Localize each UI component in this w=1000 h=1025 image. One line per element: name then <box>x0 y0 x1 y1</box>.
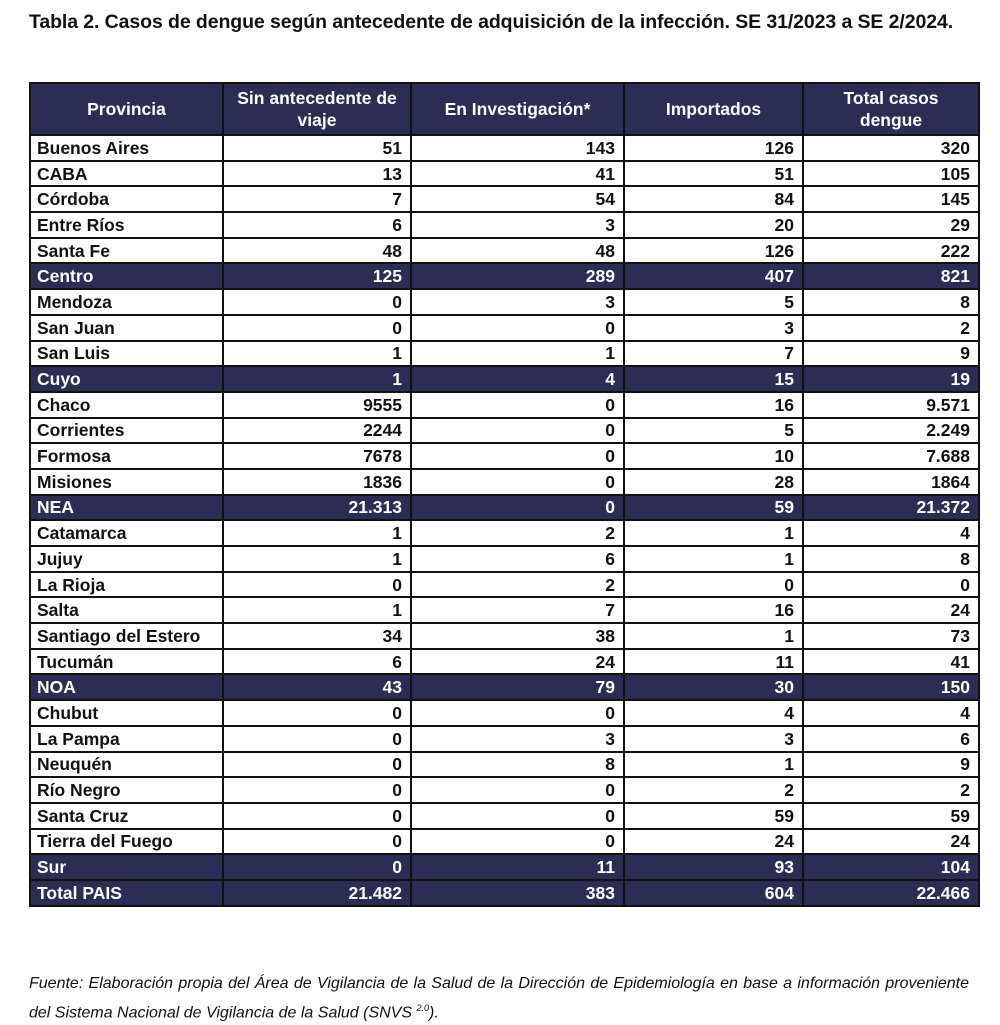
cell-total: 4 <box>803 700 979 726</box>
cell-en-investigacion: 289 <box>411 263 624 289</box>
cell-provincia: Centro <box>30 263 223 289</box>
source-suffix: ). <box>429 1004 439 1022</box>
cell-total: 8 <box>803 289 979 315</box>
cell-en-investigacion: 0 <box>411 803 624 829</box>
cell-importados: 2 <box>624 777 803 803</box>
cell-en-investigacion: 8 <box>411 752 624 778</box>
cell-importados: 16 <box>624 392 803 418</box>
cell-sin-antecedente: 0 <box>223 777 411 803</box>
cell-total: 9 <box>803 341 979 367</box>
cell-importados: 11 <box>624 649 803 675</box>
header-row <box>30 83 979 135</box>
source-note <box>29 972 969 1025</box>
cell-en-investigacion: 0 <box>411 700 624 726</box>
table-row <box>30 315 979 341</box>
cell-sin-antecedente: 1 <box>223 546 411 572</box>
cell-en-investigacion: 0 <box>411 443 624 469</box>
cell-provincia: Catamarca <box>30 520 223 546</box>
cell-en-investigacion: 24 <box>411 649 624 675</box>
table-row <box>30 597 979 623</box>
cell-provincia: Salta <box>30 597 223 623</box>
cell-provincia: Santa Cruz <box>30 803 223 829</box>
cell-en-investigacion: 2 <box>411 572 624 598</box>
table-row <box>30 752 979 778</box>
cell-sin-antecedente: 34 <box>223 623 411 649</box>
cell-sin-antecedente: 6 <box>223 212 411 238</box>
cell-importados: 59 <box>624 803 803 829</box>
cell-en-investigacion: 0 <box>411 418 624 444</box>
table-row <box>30 803 979 829</box>
cell-provincia: CABA <box>30 161 223 187</box>
cell-importados: 126 <box>624 135 803 161</box>
cell-importados: 10 <box>624 443 803 469</box>
cell-importados: 51 <box>624 161 803 187</box>
region-subtotal-row <box>30 495 979 521</box>
cell-en-investigacion: 48 <box>411 238 624 264</box>
cell-importados: 4 <box>624 700 803 726</box>
cell-importados: 407 <box>624 263 803 289</box>
cell-provincia: Tucumán <box>30 649 223 675</box>
table-row <box>30 777 979 803</box>
cell-total: 320 <box>803 135 979 161</box>
cell-total: 105 <box>803 161 979 187</box>
cell-en-investigacion: 3 <box>411 212 624 238</box>
table-row <box>30 341 979 367</box>
cell-total: 2 <box>803 777 979 803</box>
cell-importados: 20 <box>624 212 803 238</box>
cell-total: 73 <box>803 623 979 649</box>
cell-sin-antecedente: 1 <box>223 597 411 623</box>
cell-sin-antecedente: 6 <box>223 649 411 675</box>
cell-en-investigacion: 11 <box>411 854 624 880</box>
cell-importados: 93 <box>624 854 803 880</box>
cell-importados: 5 <box>624 418 803 444</box>
cell-provincia: NEA <box>30 495 223 521</box>
cell-sin-antecedente: 1 <box>223 520 411 546</box>
cell-total: 19 <box>803 366 979 392</box>
table-row <box>30 443 979 469</box>
cell-total: 2 <box>803 315 979 341</box>
cell-provincia: Misiones <box>30 469 223 495</box>
cell-provincia: Sur <box>30 854 223 880</box>
table-row <box>30 238 979 264</box>
table-row <box>30 520 979 546</box>
cell-importados: 16 <box>624 597 803 623</box>
cell-total: 29 <box>803 212 979 238</box>
cell-en-investigacion: 2 <box>411 520 624 546</box>
cell-sin-antecedente: 125 <box>223 263 411 289</box>
cell-provincia: La Rioja <box>30 572 223 598</box>
table-row <box>30 392 979 418</box>
region-subtotal-row <box>30 366 979 392</box>
cell-total: 8 <box>803 546 979 572</box>
cell-en-investigacion: 4 <box>411 366 624 392</box>
cell-sin-antecedente: 43 <box>223 674 411 700</box>
cell-importados: 3 <box>624 315 803 341</box>
table-row <box>30 212 979 238</box>
region-subtotal-row <box>30 263 979 289</box>
cell-total: 24 <box>803 597 979 623</box>
header-en-investigacion: En Investigación* <box>411 83 624 135</box>
cell-importados: 28 <box>624 469 803 495</box>
cell-total: 7.688 <box>803 443 979 469</box>
table-title: Tabla 2. Casos de dengue según antecedente de adquisición de la infección. SE 31/2023 a SE 2/2024. <box>29 11 954 33</box>
cell-importados: 59 <box>624 495 803 521</box>
cell-sin-antecedente: 0 <box>223 289 411 315</box>
cell-en-investigacion: 0 <box>411 469 624 495</box>
table-row <box>30 623 979 649</box>
cell-en-investigacion: 0 <box>411 829 624 855</box>
cell-en-investigacion: 79 <box>411 674 624 700</box>
cell-total: 9 <box>803 752 979 778</box>
cell-total: 0 <box>803 572 979 598</box>
cell-sin-antecedente: 9555 <box>223 392 411 418</box>
cell-sin-antecedente: 0 <box>223 726 411 752</box>
cell-importados: 0 <box>624 572 803 598</box>
cell-provincia: Buenos Aires <box>30 135 223 161</box>
cell-total: 222 <box>803 238 979 264</box>
cell-provincia: Santa Fe <box>30 238 223 264</box>
cell-provincia: Mendoza <box>30 289 223 315</box>
cell-sin-antecedente: 0 <box>223 572 411 598</box>
cell-total: 59 <box>803 803 979 829</box>
cell-provincia: Formosa <box>30 443 223 469</box>
cell-provincia: Córdoba <box>30 186 223 212</box>
source-superscript: 2.0 <box>416 1003 429 1013</box>
cell-importados: 7 <box>624 341 803 367</box>
header-provincia: Provincia <box>30 83 223 135</box>
cell-importados: 3 <box>624 726 803 752</box>
cell-sin-antecedente: 1 <box>223 366 411 392</box>
cell-en-investigacion: 6 <box>411 546 624 572</box>
cell-provincia: Río Negro <box>30 777 223 803</box>
cell-en-investigacion: 143 <box>411 135 624 161</box>
cell-provincia: NOA <box>30 674 223 700</box>
cell-en-investigacion: 38 <box>411 623 624 649</box>
cell-sin-antecedente: 0 <box>223 752 411 778</box>
cell-provincia: San Luis <box>30 341 223 367</box>
cell-importados: 1 <box>624 752 803 778</box>
cell-provincia: Chubut <box>30 700 223 726</box>
cell-importados: 15 <box>624 366 803 392</box>
cell-provincia: San Juan <box>30 315 223 341</box>
table-row <box>30 186 979 212</box>
cell-total: 24 <box>803 829 979 855</box>
cell-provincia: Tierra del Fuego <box>30 829 223 855</box>
cell-sin-antecedente: 0 <box>223 700 411 726</box>
table-row <box>30 546 979 572</box>
cell-provincia: Total PAIS <box>30 880 223 906</box>
header-total: Total casos dengue <box>803 83 979 135</box>
cell-importados: 24 <box>624 829 803 855</box>
cell-sin-antecedente: 0 <box>223 315 411 341</box>
cell-provincia: Neuquén <box>30 752 223 778</box>
cell-total: 41 <box>803 649 979 675</box>
cell-importados: 126 <box>624 238 803 264</box>
cell-total: 4 <box>803 520 979 546</box>
cell-en-investigacion: 383 <box>411 880 624 906</box>
cell-importados: 604 <box>624 880 803 906</box>
cell-importados: 1 <box>624 623 803 649</box>
cell-en-investigacion: 7 <box>411 597 624 623</box>
cell-provincia: Corrientes <box>30 418 223 444</box>
region-subtotal-row <box>30 854 979 880</box>
cell-provincia: Entre Ríos <box>30 212 223 238</box>
cell-sin-antecedente: 7678 <box>223 443 411 469</box>
cell-total: 145 <box>803 186 979 212</box>
cell-en-investigacion: 0 <box>411 495 624 521</box>
cell-provincia: La Pampa <box>30 726 223 752</box>
cell-total: 150 <box>803 674 979 700</box>
table-row <box>30 649 979 675</box>
table-row <box>30 161 979 187</box>
cell-en-investigacion: 0 <box>411 777 624 803</box>
table-row <box>30 289 979 315</box>
table-row <box>30 135 979 161</box>
region-subtotal-row <box>30 674 979 700</box>
cell-en-investigacion: 0 <box>411 315 624 341</box>
cell-sin-antecedente: 21.482 <box>223 880 411 906</box>
cell-sin-antecedente: 2244 <box>223 418 411 444</box>
cell-total: 6 <box>803 726 979 752</box>
table-body <box>30 135 979 906</box>
table-row <box>30 418 979 444</box>
cell-provincia: Jujuy <box>30 546 223 572</box>
cell-total: 9.571 <box>803 392 979 418</box>
cell-en-investigacion: 41 <box>411 161 624 187</box>
cell-provincia: Santiago del Estero <box>30 623 223 649</box>
dengue-cases-table <box>29 82 980 907</box>
source-text: Fuente: Elaboración propia del Área de Vigilancia de la Salud de la Dirección de Epidemiología en base a información proveniente del Sistema Nacional de Vigilancia de la Salud (SNVS <box>29 975 969 1022</box>
cell-total: 104 <box>803 854 979 880</box>
cell-sin-antecedente: 0 <box>223 854 411 880</box>
cell-sin-antecedente: 51 <box>223 135 411 161</box>
cell-importados: 1 <box>624 520 803 546</box>
cell-total: 21.372 <box>803 495 979 521</box>
cell-en-investigacion: 3 <box>411 289 624 315</box>
table-row <box>30 572 979 598</box>
cell-en-investigacion: 3 <box>411 726 624 752</box>
cell-importados: 1 <box>624 546 803 572</box>
cell-importados: 84 <box>624 186 803 212</box>
table-row <box>30 700 979 726</box>
table-row <box>30 726 979 752</box>
table-row <box>30 829 979 855</box>
region-subtotal-row <box>30 880 979 906</box>
header-sin-antecedente: Sin antecedente de viaje <box>223 83 411 135</box>
cell-sin-antecedente: 0 <box>223 829 411 855</box>
cell-en-investigacion: 54 <box>411 186 624 212</box>
cell-sin-antecedente: 7 <box>223 186 411 212</box>
cell-importados: 30 <box>624 674 803 700</box>
cell-total: 22.466 <box>803 880 979 906</box>
cell-provincia: Chaco <box>30 392 223 418</box>
cell-sin-antecedente: 48 <box>223 238 411 264</box>
header-importados: Importados <box>624 83 803 135</box>
cell-en-investigacion: 1 <box>411 341 624 367</box>
cell-sin-antecedente: 1836 <box>223 469 411 495</box>
cell-total: 821 <box>803 263 979 289</box>
cell-sin-antecedente: 13 <box>223 161 411 187</box>
cell-total: 1864 <box>803 469 979 495</box>
cell-en-investigacion: 0 <box>411 392 624 418</box>
cell-provincia: Cuyo <box>30 366 223 392</box>
cell-sin-antecedente: 1 <box>223 341 411 367</box>
cell-sin-antecedente: 0 <box>223 803 411 829</box>
table-row <box>30 469 979 495</box>
cell-sin-antecedente: 21.313 <box>223 495 411 521</box>
cell-total: 2.249 <box>803 418 979 444</box>
cell-importados: 5 <box>624 289 803 315</box>
